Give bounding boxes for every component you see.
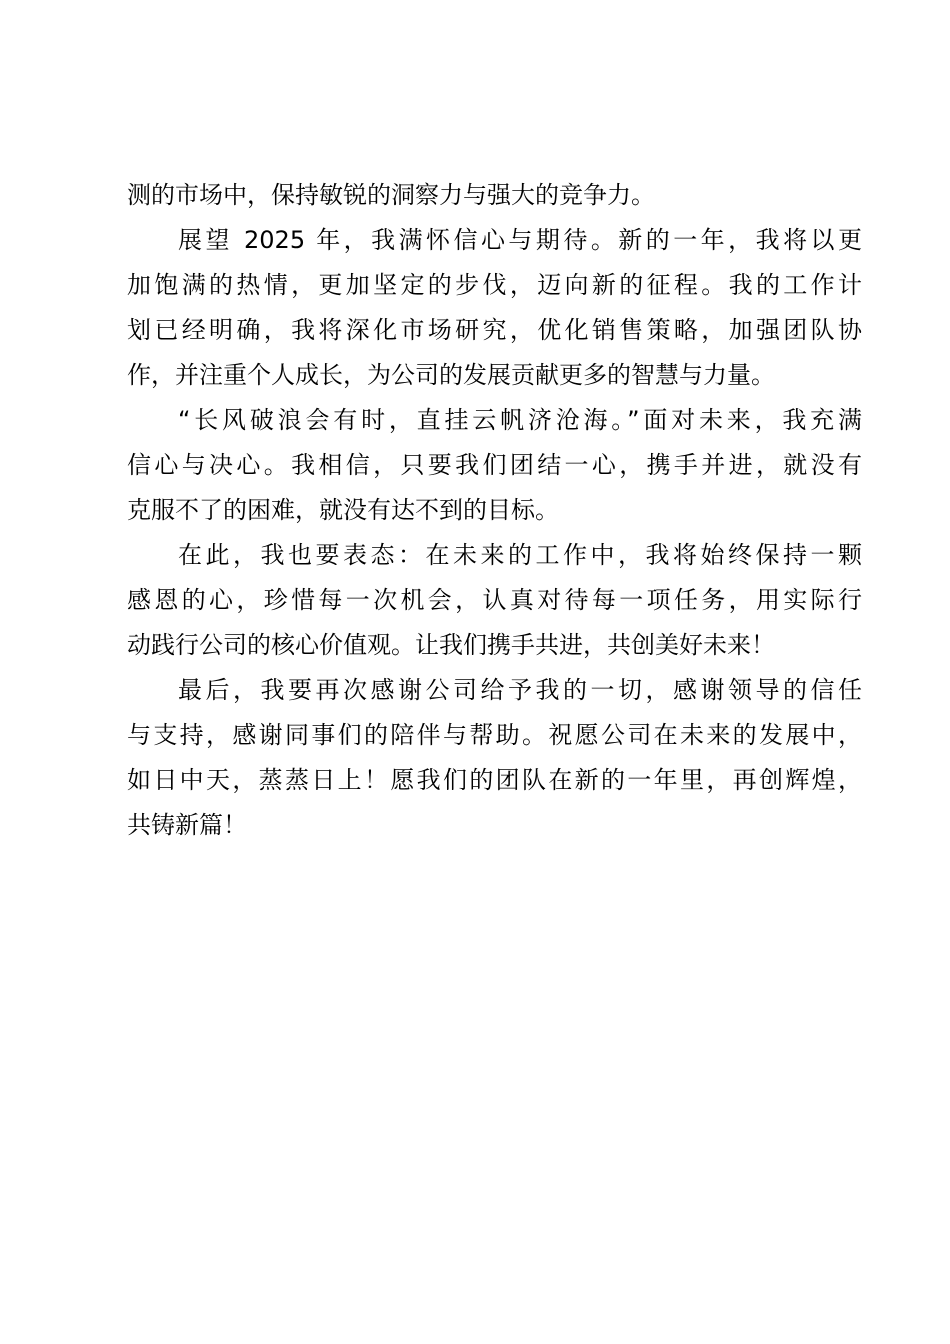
paragraph-continuation-line: 测的市场中，保持敏锐的洞察力与强大的竞争力。 xyxy=(127,181,655,209)
paragraph-line: 动践行公司的核心价值观。让我们携手共进，共创美好未来！ xyxy=(127,631,775,659)
paragraph-line: 共铸新篇！ xyxy=(127,811,247,839)
paragraph-line: 加饱满的热情，更加坚定的步伐，迈向新的征程。我的工作计 xyxy=(127,271,862,299)
paragraph-line: “长风破浪会有时，直挂云帆济沧海。”面对未来，我充满 xyxy=(178,406,862,434)
paragraph-line: 感恩的心，珍惜每一次机会，认真对待每一项任务，用实际行 xyxy=(127,586,862,614)
paragraph-line: 与支持，感谢同事们的陪伴与帮助。祝愿公司在未来的发展中， xyxy=(127,721,862,749)
paragraph-line: 作，并注重个人成长，为公司的发展贡献更多的智慧与力量。 xyxy=(127,361,775,389)
body-text xyxy=(127,173,862,848)
paragraph-line: 展望 2025 年，我满怀信心与期待。新的一年，我将以更 xyxy=(178,226,862,254)
paragraph-line: 信心与决心。我相信，只要我们团结一心，携手并进，就没有 xyxy=(127,451,862,479)
paragraph-line: 最后，我要再次感谢公司给予我的一切，感谢领导的信任 xyxy=(178,676,862,704)
paragraph-line: 如日中天，蒸蒸日上！愿我们的团队在新的一年里，再创辉煌， xyxy=(127,766,862,794)
paragraph-line: 划已经明确，我将深化市场研究，优化销售策略，加强团队协 xyxy=(127,316,862,344)
paragraph-line: 在此，我也要表态：在未来的工作中，我将始终保持一颗 xyxy=(178,541,862,569)
paragraph-line: 克服不了的困难，就没有达不到的目标。 xyxy=(127,496,559,524)
